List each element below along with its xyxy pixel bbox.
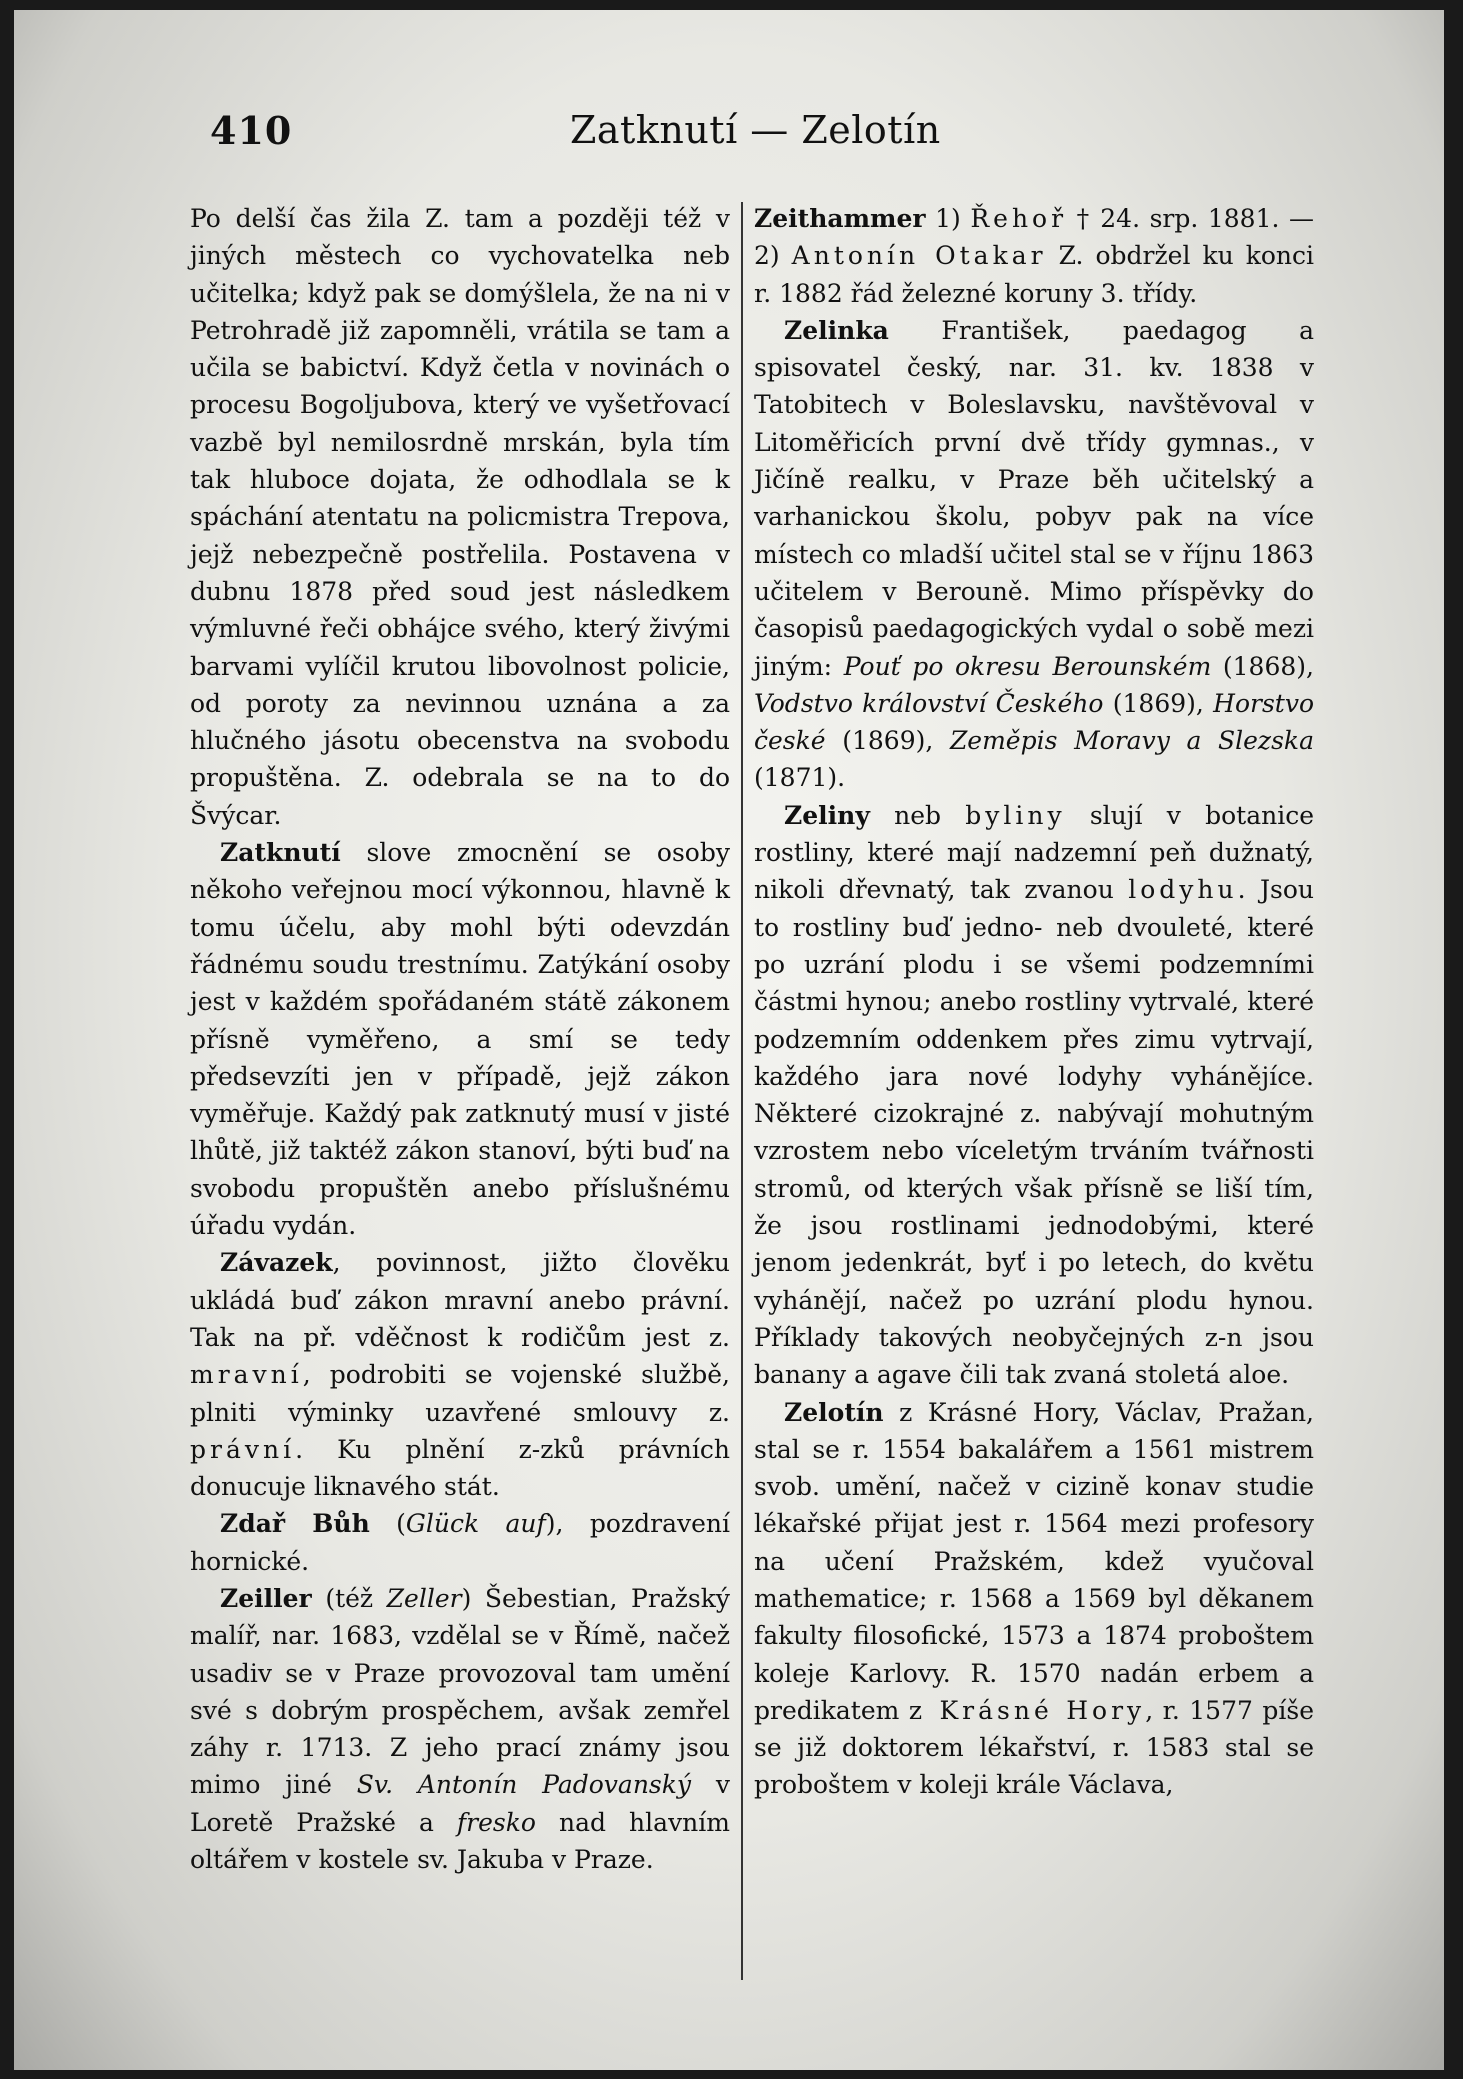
entry-zdar-buh: Zdař Bůh (Glück auf), pozdravení hornické. bbox=[190, 1509, 730, 1576]
entry-zeliny: Zeliny neb byliny slují v botanice rostliny, které mají nadzemní peň dužnatý, nikoli dřevnatý, tak zvanou lodyhu. Jsou to rostliny buď jedno- neb dvouleté, které po uzrání plodu i se všemi podzemními částmi hynou; anebo rostliny vytrvalé, které podzemním oddenkem přes zimu vytrvají, každého jara nové lodyhy vyhánějíce. Některé cizokrajné z. nabývají mohutným vzrostem nebo víceletým trváním tvářnosti stromů, od kterých však přísně se liší tím, že jsou rostlinami jednodobými, které jenom jedenkrát, byť i po letech, do květu vyhánějí, načež po uzrání plodu hynou. Příklady takových neobyčejných z-n jsou banany a agave čili tak zvaná stoletá aloe. bbox=[754, 800, 1314, 1390]
headword: Zeliny bbox=[784, 800, 870, 830]
headword: Zelinka bbox=[784, 315, 889, 345]
entry-zeiller: Zeiller (též Zeller) Šebestian, Pražský malíř, nar. 1683, vzdělal se v Římě, načež usadiv se v Praze provozoval tam umění své s dobrým prospěchem, avšak zemřel záhy r. 1713. Z jeho prací známy jsou mimo jiné Sv. Antonín Padovanský v Loretě Pražské a fresko nad hlavním oltářem v kostele sv. Jakuba v Praze. bbox=[190, 1583, 730, 1875]
headword: Zdař Bůh bbox=[220, 1509, 370, 1539]
right-column bbox=[754, 200, 1314, 1804]
running-head bbox=[190, 108, 1294, 168]
entry-zavazek: Závazek, povinnost, jižto člověku ukládá buď zákon mravní anebo právní. Tak na př. vděčnost k rodičům jest z. mravní, podrobiti se vojenské službě, plniti výminky uzavřené smlouvy z. právní. Ku plnění z-zků právních donucuje liknavého stát. bbox=[190, 1248, 730, 1502]
headword: Zelotín bbox=[784, 1397, 884, 1427]
left-column bbox=[190, 200, 730, 1878]
headword: Zatknutí bbox=[220, 838, 341, 868]
book-page bbox=[14, 10, 1444, 2070]
continuation-paragraph: Po delší čas žila Z. tam a později též v jiných městech co vychovatelka neb učitelka; když pak se domýšlela, že na ni v Petrohradě již zapomněli, vrátila se tam a učila se babictví. Když četla v novinách o procesu Bogoljubova, který ve vyšetřovací vazbě byl nemilosrdně mrskán, byla tím tak hluboce dojata, že odhodlala se k spáchání atentatu na policmistra Trepova, jejž nebezpečně postřelila. Postavena v dubnu 1878 před soud jest následkem výmluvné řeči obhájce svého, který živými barvami vylíčil krutou libovolnost policie, od poroty za nevinnou uznána a za hlučného jásotu obecenstva na svobodu propuštěna. Z. odebrala se na to do Švýcar. bbox=[190, 204, 730, 830]
page-title: Zatknutí — Zelotín bbox=[570, 108, 941, 152]
page-number: 410 bbox=[210, 108, 293, 153]
entry-zelotin: Zelotín z Krásné Hory, Václav, Pražan, stal se r. 1554 bakalářem a 1561 mistrem svob. umění, načež v cizině konav studie lékařské přijat jest r. 1564 mezi profesory na učení Pražském, kdež vyučoval mathematice; r. 1568 a 1569 byl děkanem fakulty filosofické, 1573 a 1874 proboštem koleje Karlovy. R. 1570 nadán erbem a predikatem z Krásné Hory, r. 1577 píše se již doktorem lékařství, r. 1583 stal se proboštem v koleji krále Václava, bbox=[754, 1397, 1315, 1800]
headword: Závazek bbox=[220, 1248, 333, 1278]
entry-zatknuti: Zatknutí slove zmocnění se osoby někoho veřejnou mocí výkonnou, hlavně k tomu účelu, aby mohl býti odevzdán řádnému soudu trestnímu. Zatýkání osoby jest v každém spořádaném státě zákonem přísně vyměřeno, a smí se tedy předsevzíti jen v případě, jejž zákon vyměřuje. Každý pak zatknutý musí v jisté lhůtě, již taktéž zákon stanoví, býti buď na svobodu propuštěn anebo příslušnému úřadu vydán. bbox=[190, 838, 730, 1241]
headword: Zeiller bbox=[220, 1583, 312, 1613]
headword: Zeithammer bbox=[754, 204, 926, 233]
entry-zeithammer: Zeithammer 1) Řehoř † 24. srp. 1881. — 2) Antonín Otakar Z. obdržel ku konci r. 1882 řád železné koruny 3. třídy. bbox=[754, 204, 1314, 308]
column-divider bbox=[741, 202, 743, 1980]
entry-zelinka: Zelinka František, paedagog a spisovatel český, nar. 31. kv. 1838 v Tatobitech v Boleslavsku, navštěvoval v Litoměřicích první dvě třídy gymnas., v Jičíně realku, v Praze běh učitelský a varhanickou školu, pobyv pak na více místech co mladší učitel stal se v říjnu 1863 učitelem v Berouně. Mimo příspěvky do časopisů paedagogických vydal o sobě mezi jiným: Pouť po okresu Berounském (1868), Vodstvo království Českého (1869), Horstvo české (1869), Zeměpis Moravy a Slezska (1871). bbox=[754, 315, 1314, 793]
